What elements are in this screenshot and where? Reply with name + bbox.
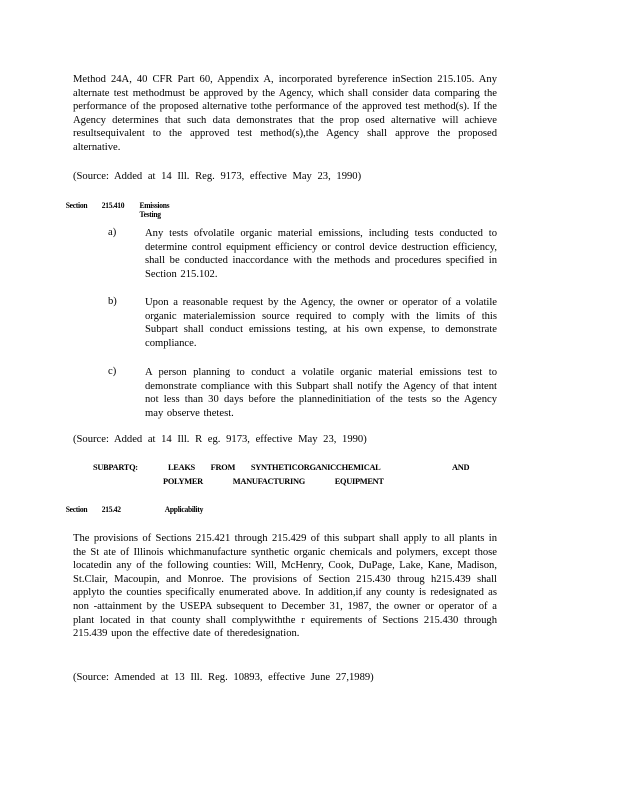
- item-text-b: Upon a reasonable request by the Agency, the owner or operator of a volatile organic materialemission source required to comply with the limits of this Subpart shall conduct emissions testing, at his own expense, to demonstrate compliance.: [145, 297, 497, 349]
- source-note: (Source: Added at 14 Ill. R eg. 9173, effective May 23, 1990): [73, 434, 367, 445]
- item-letter-c: c): [108, 366, 117, 377]
- section-number: 215.42: [101, 505, 121, 514]
- section-number: 215.410: [101, 201, 125, 210]
- subpart-title-line-2: POLYMER MANUFACTURING EQUIPMENT: [163, 477, 384, 486]
- subpart-title-and: AND: [452, 463, 470, 472]
- item-text-c: A person planning to conduct a volatile organic material emissions test to demonstrate compliance with this Subpart shall notify the Agency of that intent not less than 30 days before the plannedinitiation of the tests so the Agency may observe thetest.: [145, 367, 497, 419]
- intro-paragraph: Method 24A, 40 CFR Part 60, Appendix A, incorporated byreference inSection 215.105. Any alternate test methodmust be approved by the Agency, which shall consider data comparing the performance of the proposed alternative tothe performance of the approved test method(s). If the Agency determines that such data demonstrates that the prop osed alternative will achieve resultsequivalent to the approved test method(s),the Agency shall approve the proposed alternative.: [73, 74, 497, 153]
- section-title: Emissions Testing: [139, 201, 170, 219]
- source-note: (Source: Added at 14 Ill. Reg. 9173, effective May 23, 1990): [73, 171, 362, 182]
- section-label: Section: [65, 505, 88, 514]
- applicability-paragraph: The provisions of Sections 215.421 through 215.429 of this subpart shall apply to all plants in the St ate of Illinois whichmanufacture synthetic organic chemicals and polymers, except those locatedin any of the following counties: Will, McHenry, Cook, DuPage, Lake, Kane, Madison, St.Clair, Macoupin, and Monroe. The provisions of Section 215.430 throug h215.439 shall applyto the counties specifically enumerated above. In addition,if any county is redesignated as non -attainment by the USEPA subsequent to December 31, 1987, the owner or operator of a plant located in that county shall complywiththe r equirements of Sections 215.430 through 215.439 upon the effective date of theredesignation.: [73, 533, 497, 640]
- item-letter-b: b): [108, 296, 117, 307]
- item-letter-a: a): [108, 227, 117, 238]
- section-label: Section: [65, 201, 88, 210]
- source-note: (Source: Amended at 13 Ill. Reg. 10893, effective June 27,1989): [73, 672, 374, 683]
- section-title: Applicability: [164, 505, 204, 514]
- subpart-label: SUBPARTQ:: [93, 463, 138, 472]
- subpart-title-line-1: LEAKS FROM SYNTHETICORGANICCHEMICAL: [168, 463, 381, 472]
- item-text-a: Any tests ofvolatile organic material emissions, including tests conducted to determine control equipment efficiency or control device destruction efficiency, shall be conducted inaccordance with the methods and procedures specified in Section 215.102.: [145, 228, 497, 280]
